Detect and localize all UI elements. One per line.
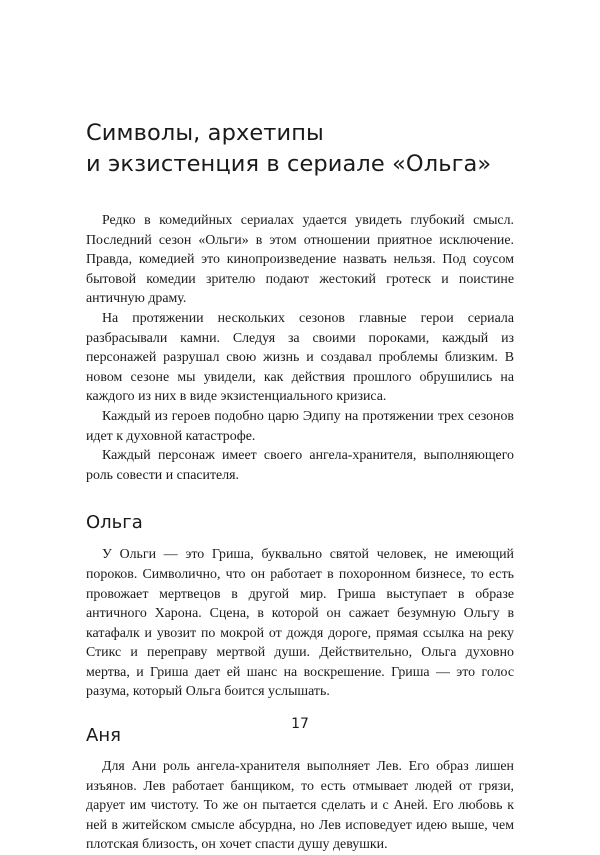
book-page [86, 118, 514, 855]
intro-paragraph: Редко в комедийных сериалах удается увидеть глубокий смысл. Последний сезон «Ольги» в этом отношении приятное исключение. Правда, комедией это кинопроизведение назвать нельзя. Под соусом бытовой комедии зрителю подают жестокий гротеск и поистине античную драму. [86, 213, 514, 307]
section-anya [86, 757, 514, 855]
section-heading-olga: Ольга [86, 512, 143, 534]
article-title [86, 118, 514, 180]
intro-paragraph: Каждый из героев подобно царю Эдипу на протяжении трех сезонов идет к духовной катастрофе. [86, 408, 514, 444]
section-olga [86, 545, 514, 702]
section-paragraph: Для Ани роль ангела-хранителя выполняет Лев. Его образ лишен изъянов. Лев работает банщиком, то есть отмывает людей от грязи, дарует им чистоту. То же он пытается сделать и с Аней. Его любовь к ней в житейском смысле абсурдна, но Лев исповедует идею выше, чем плотская близость, он хочет спасти душу девушки. [86, 759, 514, 853]
article-title-line-2: и экзистенция в сериале «Ольга» [86, 151, 492, 177]
article-title-line-1: Символы, архетипы [86, 120, 324, 146]
section-paragraph: У Ольги — это Гриша, буквально святой человек, не имеющий пороков. Символично, что он работает в похоронном бизнесе, то есть провожает мертвецов в другой мир. Гриша выступает в образе античного Харона. Сцена, в которой он сажает безумную Ольгу в катафалк и увозит по мокрой от дождя дороге, прямая ссылка на реку Стикс и переправу мертвой души. Действительно, Ольга духовно мертва, и Гриша дает ей шанс на воскрешение. Гриша — это голос разума, который Ольга боится услышать. [86, 547, 514, 700]
intro-paragraph: На протяжении нескольких сезонов главные герои сериала разбрасывали камни. Следуя за своими пороками, каждый из персонажей разрушал свою жизнь и создавал проблемы близким. В новом сезоне мы увидели, как действия прошлого обрушились на каждого из них в виде экзистенциального кризиса. [86, 310, 514, 405]
intro-section [86, 211, 514, 485]
page-number: 17 [291, 716, 309, 732]
section-heading-anya: Аня [86, 725, 121, 747]
intro-paragraph: Каждый персонаж имеет своего ангела-хранителя, выполняющего роль совести и спасителя. [86, 448, 514, 483]
